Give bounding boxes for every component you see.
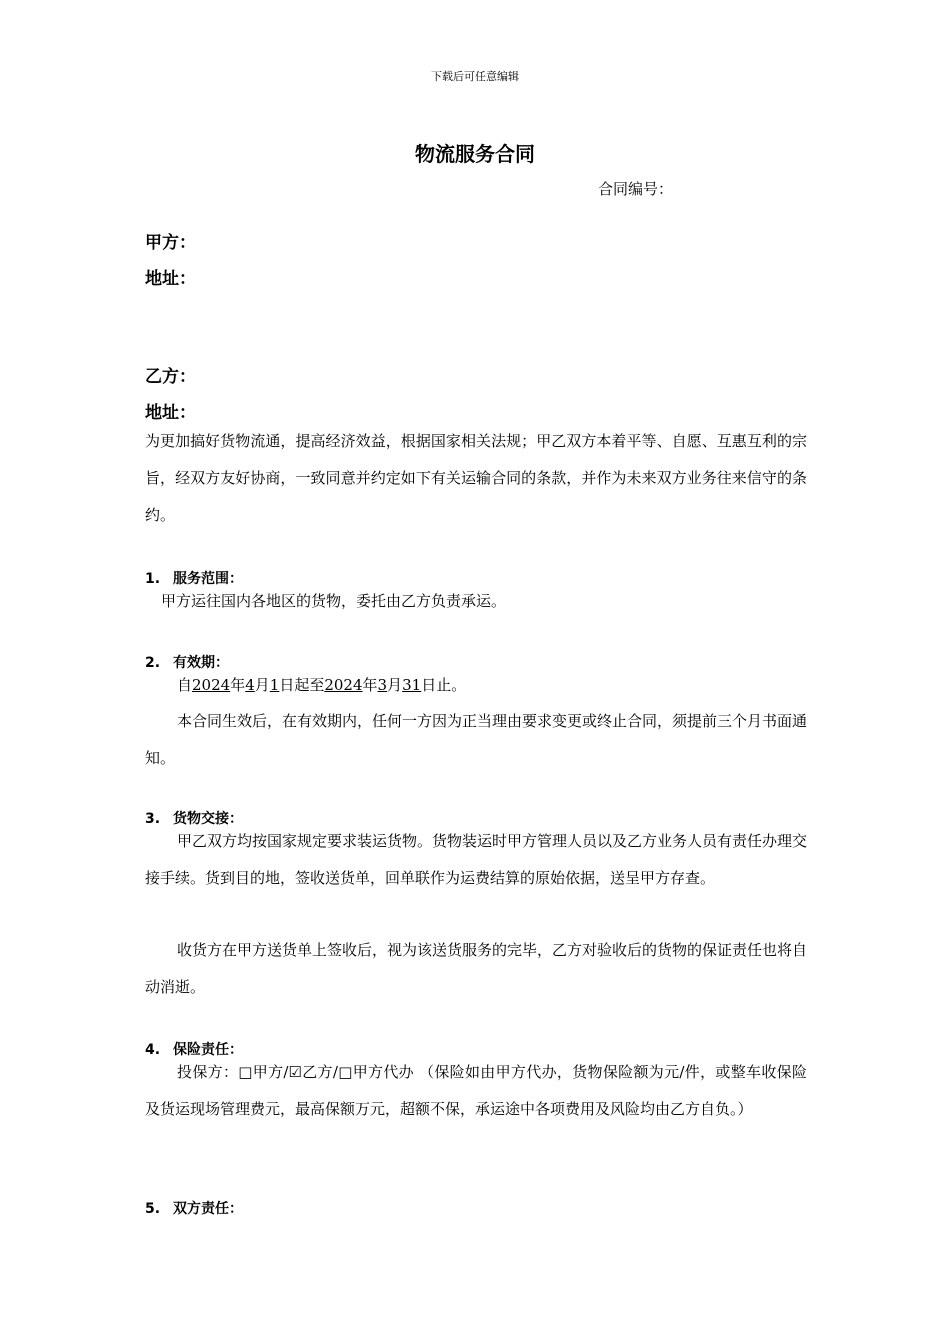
end-month: 3 bbox=[377, 676, 388, 694]
validity-period: 自2024年4月1日起至2024年3月31日止。 bbox=[177, 676, 467, 694]
start-month: 4 bbox=[245, 676, 255, 694]
end-day: 31 bbox=[402, 676, 422, 694]
end-year: 2024 bbox=[324, 676, 363, 694]
section-1-text: 甲方运往国内各地区的货物，委托由乙方负责承运。 bbox=[161, 592, 507, 610]
section-number: 1. bbox=[145, 571, 161, 587]
section-title: 保险责任： bbox=[173, 1042, 243, 1058]
party-b-label: 乙方： bbox=[145, 367, 196, 387]
party-a-label: 甲方： bbox=[145, 233, 196, 253]
section-2-text: 本合同生效后，在有效期内，任何一方因为正当理由要求变更或终止合同，须提前三个月书面通知。 bbox=[145, 712, 808, 767]
section-number: 3. bbox=[145, 811, 161, 827]
intro-paragraph: 为更加搞好货物流通，提高经济效益，根据国家相关法规；甲乙双方本着平等、自愿、互惠互利的宗旨，经双方友好协商，一致同意并约定如下有关运输合同的条款，并作为未来双方业务往来信守的条约。 bbox=[145, 432, 807, 524]
section-5-heading bbox=[145, 1198, 243, 1218]
contract-number-label: 合同编号： bbox=[598, 180, 674, 198]
section-3-text-2: 收货方在甲方送货单上签收后，视为该送货服务的完毕，乙方对验收后的货物的保证责任也将自动消逝。 bbox=[145, 941, 808, 996]
page-title: 物流服务合同 bbox=[415, 142, 535, 166]
section-title: 服务范围： bbox=[173, 571, 243, 587]
header-note: 下载后可任意编辑 bbox=[431, 70, 519, 83]
start-year: 2024 bbox=[192, 676, 231, 694]
section-3-text-1: 甲乙双方均按国家规定要求装运货物。货物装运时甲方管理人员以及乙方业务人员有责任办理交接手续。货到目的地，签收送货单，回单联作为运费结算的原始依据，送呈甲方存查。 bbox=[145, 832, 808, 887]
address-b-label: 地址： bbox=[145, 403, 196, 423]
section-number: 5. bbox=[145, 1201, 161, 1217]
address-a-label: 地址： bbox=[145, 269, 196, 289]
section-title: 双方责任： bbox=[173, 1201, 243, 1217]
section-title: 货物交接： bbox=[173, 811, 243, 827]
start-day: 1 bbox=[269, 676, 280, 694]
section-number: 2. bbox=[145, 655, 161, 671]
section-number: 4. bbox=[145, 1042, 161, 1058]
section-title: 有效期： bbox=[173, 655, 229, 671]
section-4-text: 投保方：□甲方/☑乙方/□甲方代办 （保险如由甲方代办，货物保险额为元/件，或整车收保险及货运现场管理费元，最高保额万元，超额不保，承运途中各项费用及风险均由乙方自负。） bbox=[145, 1063, 807, 1118]
